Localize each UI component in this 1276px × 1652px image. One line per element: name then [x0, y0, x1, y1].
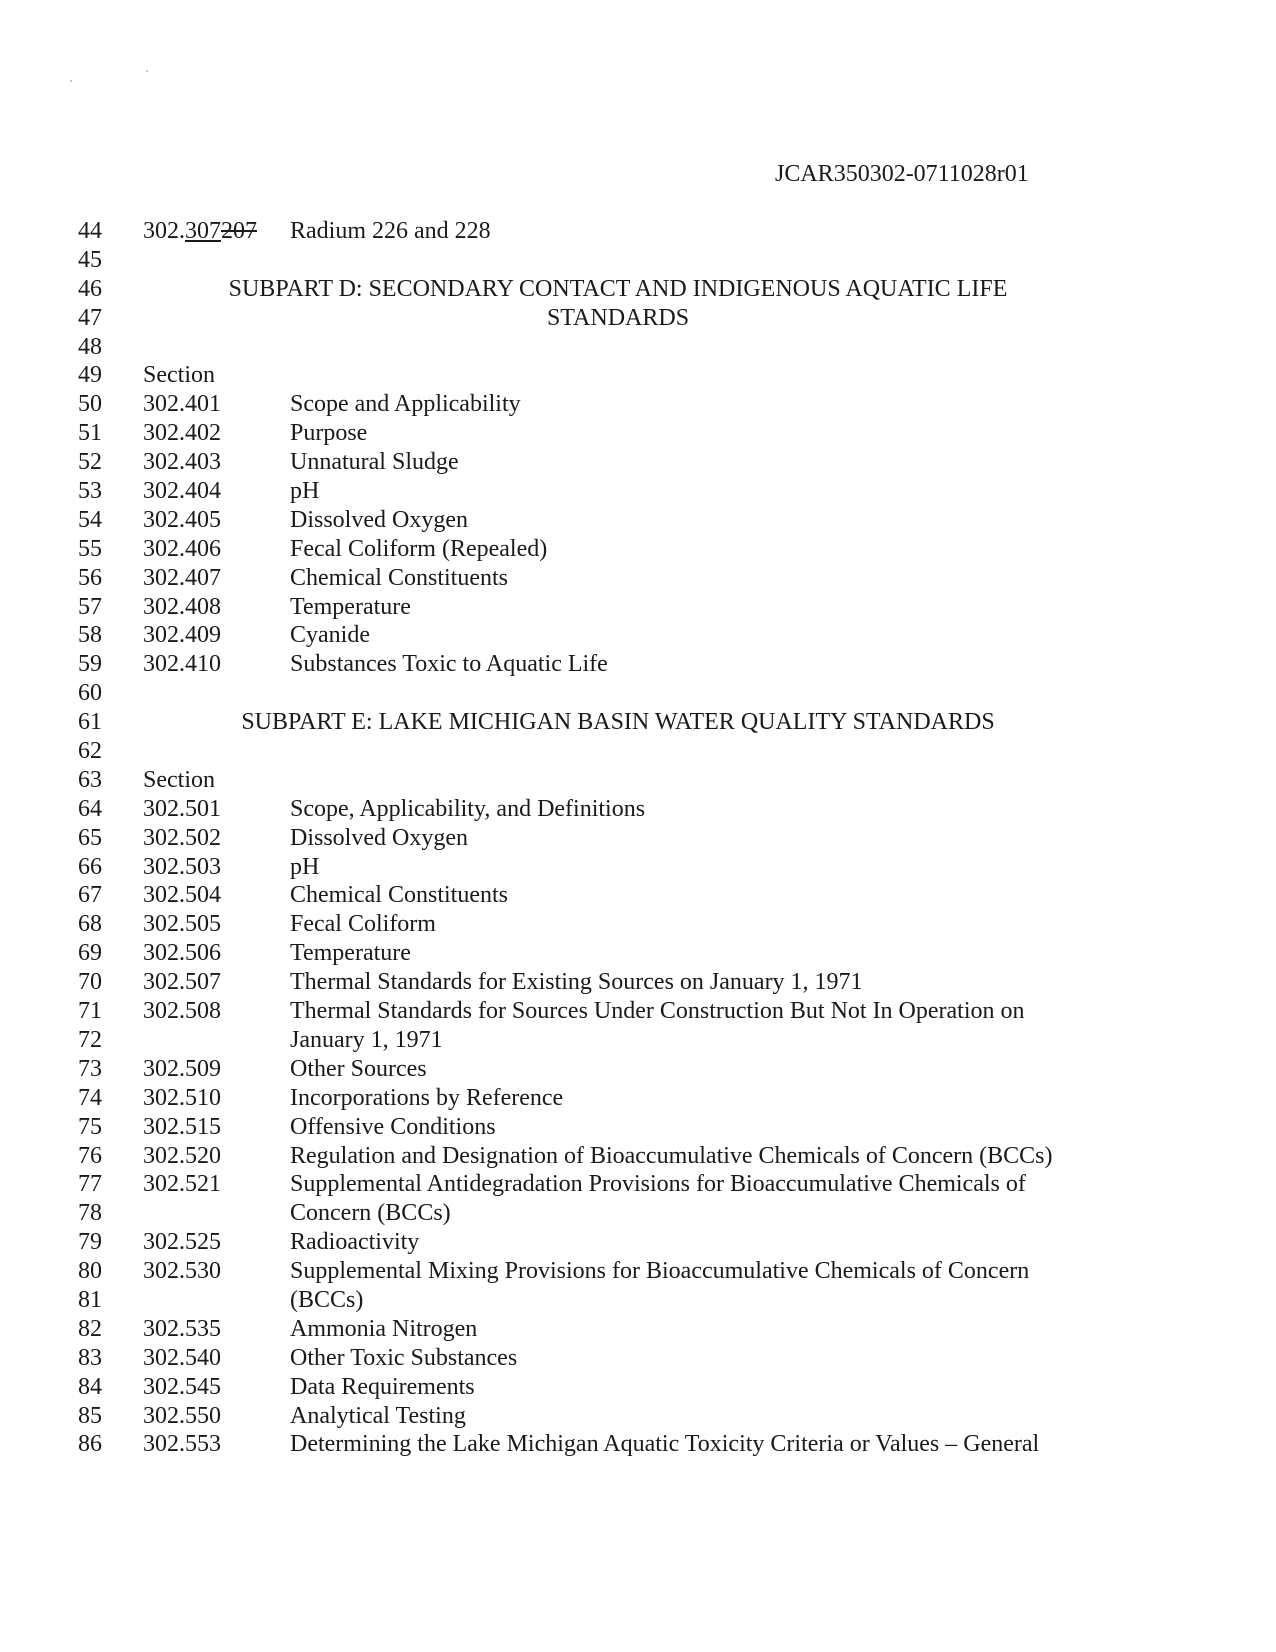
- toc-line: [0, 564, 1276, 593]
- section-number: 302.520: [143, 1142, 221, 1169]
- section-number: 302.525: [143, 1229, 221, 1256]
- section-title: Temperature: [290, 593, 411, 620]
- toc-line: [0, 390, 1276, 419]
- section-title: Radium 226 and 228: [290, 218, 491, 244]
- subpart-heading-text: STANDARDS: [546, 304, 690, 331]
- line-number: 52: [78, 449, 102, 476]
- section-number: 302.402: [143, 420, 221, 447]
- section-number: 302.540: [143, 1344, 221, 1371]
- line-number: 45: [78, 246, 102, 273]
- line-number: 61: [78, 709, 102, 736]
- section-title: Unnatural Sludge: [290, 449, 459, 476]
- section-column-label: Section: [143, 362, 215, 389]
- line-number: 63: [78, 766, 102, 793]
- section-label-line: [0, 361, 1276, 390]
- line-number: 69: [78, 940, 102, 967]
- blank-line: [0, 333, 1276, 362]
- section-number: 302.406: [143, 535, 221, 562]
- line-number: 58: [78, 622, 102, 649]
- subpart-d-heading: [0, 275, 1276, 304]
- line-number: 77: [78, 1171, 102, 1198]
- section-title: Purpose: [290, 420, 368, 447]
- toc-line: [0, 419, 1276, 448]
- line-number: 84: [78, 1373, 102, 1400]
- line-number: 54: [78, 506, 102, 533]
- toc-line: [0, 535, 1276, 564]
- line-number: 73: [78, 1055, 102, 1082]
- section-title: Other Toxic Substances: [290, 1344, 518, 1371]
- toc-line: [0, 1055, 1276, 1084]
- line-number: 57: [78, 593, 102, 620]
- subpart-heading-text: SUBPART E: LAKE MICHIGAN BASIN WATER QUALITY STANDARDS: [241, 709, 995, 736]
- line-number: 56: [78, 564, 102, 591]
- line-number: 53: [78, 478, 102, 505]
- scan-speck: [146, 70, 148, 72]
- section-title: Fecal Coliform: [290, 911, 436, 938]
- line-number: 50: [78, 391, 102, 418]
- section-title: Offensive Conditions: [290, 1113, 496, 1140]
- line-number: 83: [78, 1344, 102, 1371]
- toc-line: [0, 1257, 1276, 1286]
- section-title: Dissolved Oxygen: [290, 506, 468, 533]
- line-number: 49: [78, 362, 102, 389]
- section-title: pH: [290, 478, 320, 505]
- section-number: 302.521: [143, 1171, 221, 1198]
- section-number: 302.502: [143, 824, 221, 851]
- inserted-text: 307: [185, 218, 221, 244]
- section-title: Data Requirements: [290, 1373, 475, 1400]
- toc-line: [0, 1344, 1276, 1373]
- toc-line: [0, 1113, 1276, 1142]
- section-number: 302.508: [143, 998, 221, 1025]
- section-number: 302.530: [143, 1258, 221, 1285]
- toc-line: [0, 1228, 1276, 1257]
- line-number: 79: [78, 1229, 102, 1256]
- line-number: 68: [78, 911, 102, 938]
- line-number: 64: [78, 795, 102, 822]
- toc-line: [0, 448, 1276, 477]
- line-number: 80: [78, 1258, 102, 1285]
- line-number: 75: [78, 1113, 102, 1140]
- section-title: Incorporations by Reference: [290, 1084, 564, 1111]
- section-number: 302.403: [143, 449, 221, 476]
- section-number: 302.505: [143, 911, 221, 938]
- line-number: 48: [78, 333, 102, 360]
- section-number: 302.410: [143, 651, 221, 678]
- section-number: 302.510: [143, 1084, 221, 1111]
- section-number: 302.515: [143, 1113, 221, 1140]
- section-title: Substances Toxic to Aquatic Life: [290, 651, 608, 678]
- toc-line: [0, 506, 1276, 535]
- deleted-text: 207: [221, 218, 257, 244]
- toc-line: [0, 824, 1276, 853]
- line-number: 44: [78, 218, 102, 244]
- section-title: Chemical Constituents: [290, 564, 508, 591]
- toc-line: [0, 1315, 1276, 1344]
- toc-line-continuation: [0, 1199, 1276, 1228]
- section-number: 302.408: [143, 593, 221, 620]
- line-number: 74: [78, 1084, 102, 1111]
- section-number: 302.506: [143, 940, 221, 967]
- line-number: 55: [78, 535, 102, 562]
- line-number: 82: [78, 1315, 102, 1342]
- section-title: pH: [290, 853, 320, 880]
- section-title: January 1, 1971: [290, 1026, 443, 1053]
- section-title: Ammonia Nitrogen: [290, 1315, 478, 1342]
- section-title: Fecal Coliform (Repealed): [290, 535, 548, 562]
- toc-line-continuation: [0, 1286, 1276, 1315]
- line-number: 85: [78, 1402, 102, 1429]
- toc-line: [0, 1430, 1276, 1459]
- toc-line: [0, 1402, 1276, 1431]
- section-number: 302.404: [143, 478, 221, 505]
- line-number: 72: [78, 1026, 102, 1053]
- toc-line: [0, 1170, 1276, 1199]
- line-number: 46: [78, 275, 102, 302]
- section-number: 302.550: [143, 1402, 221, 1429]
- toc-line: [0, 1142, 1276, 1171]
- line-number: 86: [78, 1431, 102, 1458]
- line-number: 47: [78, 304, 102, 331]
- line-number: 78: [78, 1200, 102, 1227]
- section-title: Concern (BCCs): [290, 1200, 451, 1227]
- section-number: 302.535: [143, 1315, 221, 1342]
- section-label-line: [0, 766, 1276, 795]
- line-number: 81: [78, 1286, 102, 1313]
- toc-line: [0, 997, 1276, 1026]
- line-number: 67: [78, 882, 102, 909]
- section-title: Other Sources: [290, 1055, 427, 1082]
- toc-line-continuation: [0, 1026, 1276, 1055]
- toc-line: [0, 593, 1276, 622]
- section-title: Cyanide: [290, 622, 370, 649]
- section-title: (BCCs): [290, 1286, 364, 1313]
- section-number: 302.501: [143, 795, 221, 822]
- toc-line: [0, 1084, 1276, 1113]
- scan-speck: [70, 80, 72, 82]
- toc-line: [0, 968, 1276, 997]
- section-title: Temperature: [290, 940, 411, 967]
- section-number: 302.407: [143, 564, 221, 591]
- section-title: Thermal Standards for Sources Under Construction But Not In Operation on: [290, 998, 1025, 1025]
- toc-line: [0, 621, 1276, 650]
- section-number: 302.405: [143, 506, 221, 533]
- toc-line: [0, 217, 1276, 246]
- section-title: Radioactivity: [290, 1229, 420, 1256]
- line-number: 71: [78, 998, 102, 1025]
- line-number: 62: [78, 738, 102, 765]
- line-number: 76: [78, 1142, 102, 1169]
- section-prefix: 302.: [143, 218, 185, 244]
- section-title: Chemical Constituents: [290, 882, 508, 909]
- subpart-d-entries: [0, 390, 1276, 679]
- section-number: 302.545: [143, 1373, 221, 1400]
- line-number: 51: [78, 420, 102, 447]
- section-number: 302.409: [143, 622, 221, 649]
- section-number: 302.507: [143, 969, 221, 996]
- toc-line: [0, 795, 1276, 824]
- section-title: Regulation and Designation of Bioaccumulative Chemicals of Concern (BCCs): [290, 1142, 1053, 1169]
- section-title: Supplemental Mixing Provisions for Bioaccumulative Chemicals of Concern: [290, 1258, 1030, 1285]
- section-number: 302.504: [143, 882, 221, 909]
- subpart-heading-text: SUBPART D: SECONDARY CONTACT AND INDIGENOUS AQUATIC LIFE: [228, 275, 1008, 302]
- toc-line: [0, 650, 1276, 679]
- section-number: 302.553: [143, 1431, 221, 1458]
- section-number: 302.401: [143, 391, 221, 418]
- document-id: JCAR350302-0711028r01: [775, 161, 1029, 187]
- section-title: Analytical Testing: [290, 1402, 466, 1429]
- document-body: [0, 217, 1276, 1459]
- subpart-e-entries: [0, 795, 1276, 1459]
- section-title: Supplemental Antidegradation Provisions for Bioaccumulative Chemicals of: [290, 1171, 1026, 1198]
- section-title: Scope and Applicability: [290, 391, 521, 418]
- subpart-e-heading: [0, 708, 1276, 737]
- line-number: 66: [78, 853, 102, 880]
- line-number: 59: [78, 651, 102, 678]
- section-title: Thermal Standards for Existing Sources on January 1, 1971: [290, 969, 863, 996]
- section-title: Dissolved Oxygen: [290, 824, 468, 851]
- blank-line: [0, 679, 1276, 708]
- toc-line: [0, 1373, 1276, 1402]
- toc-line: [0, 853, 1276, 882]
- blank-line: [0, 246, 1276, 275]
- toc-line: [0, 910, 1276, 939]
- section-number: 302.509: [143, 1055, 221, 1082]
- section-column-label: Section: [143, 766, 215, 793]
- blank-line: [0, 737, 1276, 766]
- section-number: 302.503: [143, 853, 221, 880]
- line-number: 65: [78, 824, 102, 851]
- section-title: Determining the Lake Michigan Aquatic Toxicity Criteria or Values – General: [290, 1431, 1040, 1458]
- subpart-d-heading-cont: [0, 304, 1276, 333]
- toc-line: [0, 939, 1276, 968]
- section-title: Scope, Applicability, and Definitions: [290, 795, 646, 822]
- line-number: 60: [78, 680, 102, 707]
- line-number: 70: [78, 969, 102, 996]
- toc-line: [0, 477, 1276, 506]
- toc-line: [0, 881, 1276, 910]
- section-number: [143, 217, 257, 246]
